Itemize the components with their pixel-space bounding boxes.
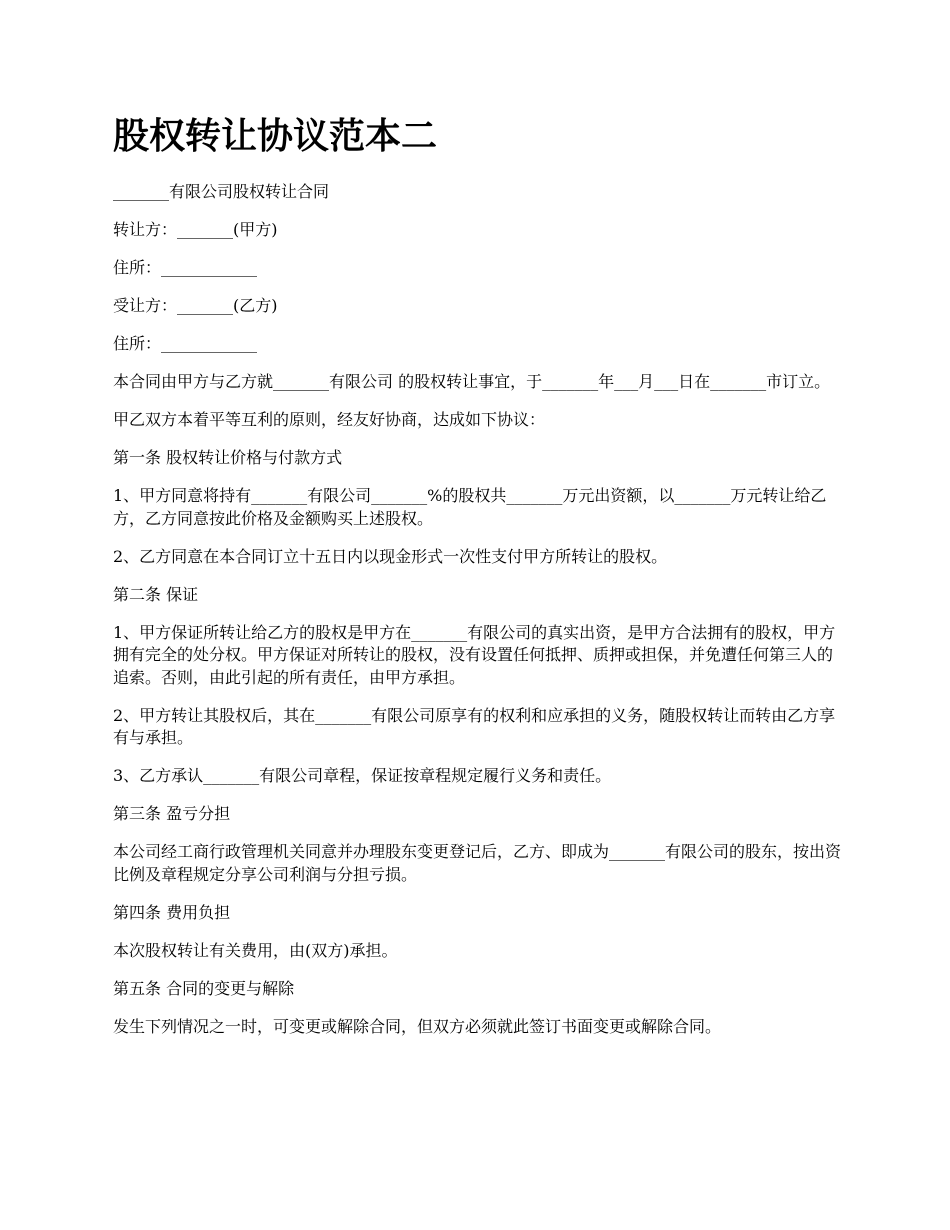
article-5-paragraph: 发生下列情况之一时，可变更或解除合同，但双方必须就此签订书面变更或解除合同。 <box>113 1016 722 1036</box>
article-1-heading: 第一条 股权转让价格与付款方式 <box>113 448 343 467</box>
article-2-clause-1: 1、甲方保证所转让给乙方的股权是甲方在_______有限公司的真实出资，是甲方合法拥有的股权，甲方拥有完全的处分权。甲方保证对所转让的股权，没有设置任何抵押、质押或担保，并免遭任何第三人的追索。否则，由此引起的所有责任，由甲方承担。 <box>113 622 836 687</box>
preamble-paragraph: 本合同由甲方与乙方就_______有限公司 的股权转让事宜，于_______年___月___日在_______市订立。 <box>113 372 831 391</box>
article-4-heading: 第四条 费用负担 <box>113 902 231 922</box>
article-4-paragraph: 本次股权转让有关费用，由(双方)承担。 <box>113 940 398 960</box>
article-2-heading: 第二条 保证 <box>113 584 199 604</box>
article-2-clause-2: 2、甲方转让其股权后，其在_______有限公司原享有的权利和应承担的义务，随股权转让而转由乙方享有与承担。 <box>113 705 836 747</box>
agreement-intro-paragraph: 甲乙双方本着平等互利的原则，经友好协商，达成如下协议： <box>113 410 546 429</box>
article-2-clause-3: 3、乙方承认_______有限公司章程，保证按章程规定履行义务和责任。 <box>113 766 612 785</box>
document-title: 股权转让协议范本二 <box>113 115 438 157</box>
article-3-paragraph: 本公司经工商行政管理机关同意并办理股东变更登记后，乙方、即成为_______有限公司的股东，按出资比例及章程规定分享公司利润与分担亏损。 <box>113 842 842 884</box>
document-body <box>113 181 841 1054</box>
article-3-heading: 第三条 盈亏分担 <box>113 804 231 823</box>
article-1-clause-2: 2、乙方同意在本合同订立十五日内以现金形式一次性支付甲方所转让的股权。 <box>113 546 668 566</box>
transferee-line: 受让方：_______(乙方) <box>113 296 278 315</box>
transferor-address-line: 住所：____________ <box>113 258 258 277</box>
article-1-clause-1: 1、甲方同意将持有_______有限公司_______%的股权共_______万元出资额，以_______万元转让给乙方，乙方同意按此价格及金额购买上述股权。 <box>113 486 827 528</box>
transferor-line: 转让方：_______(甲方) <box>113 220 278 239</box>
transferee-address-line: 住所：____________ <box>113 334 258 353</box>
contract-heading: _______有限公司股权转让合同 <box>113 182 330 201</box>
article-5-heading: 第五条 合同的变更与解除 <box>113 978 295 998</box>
